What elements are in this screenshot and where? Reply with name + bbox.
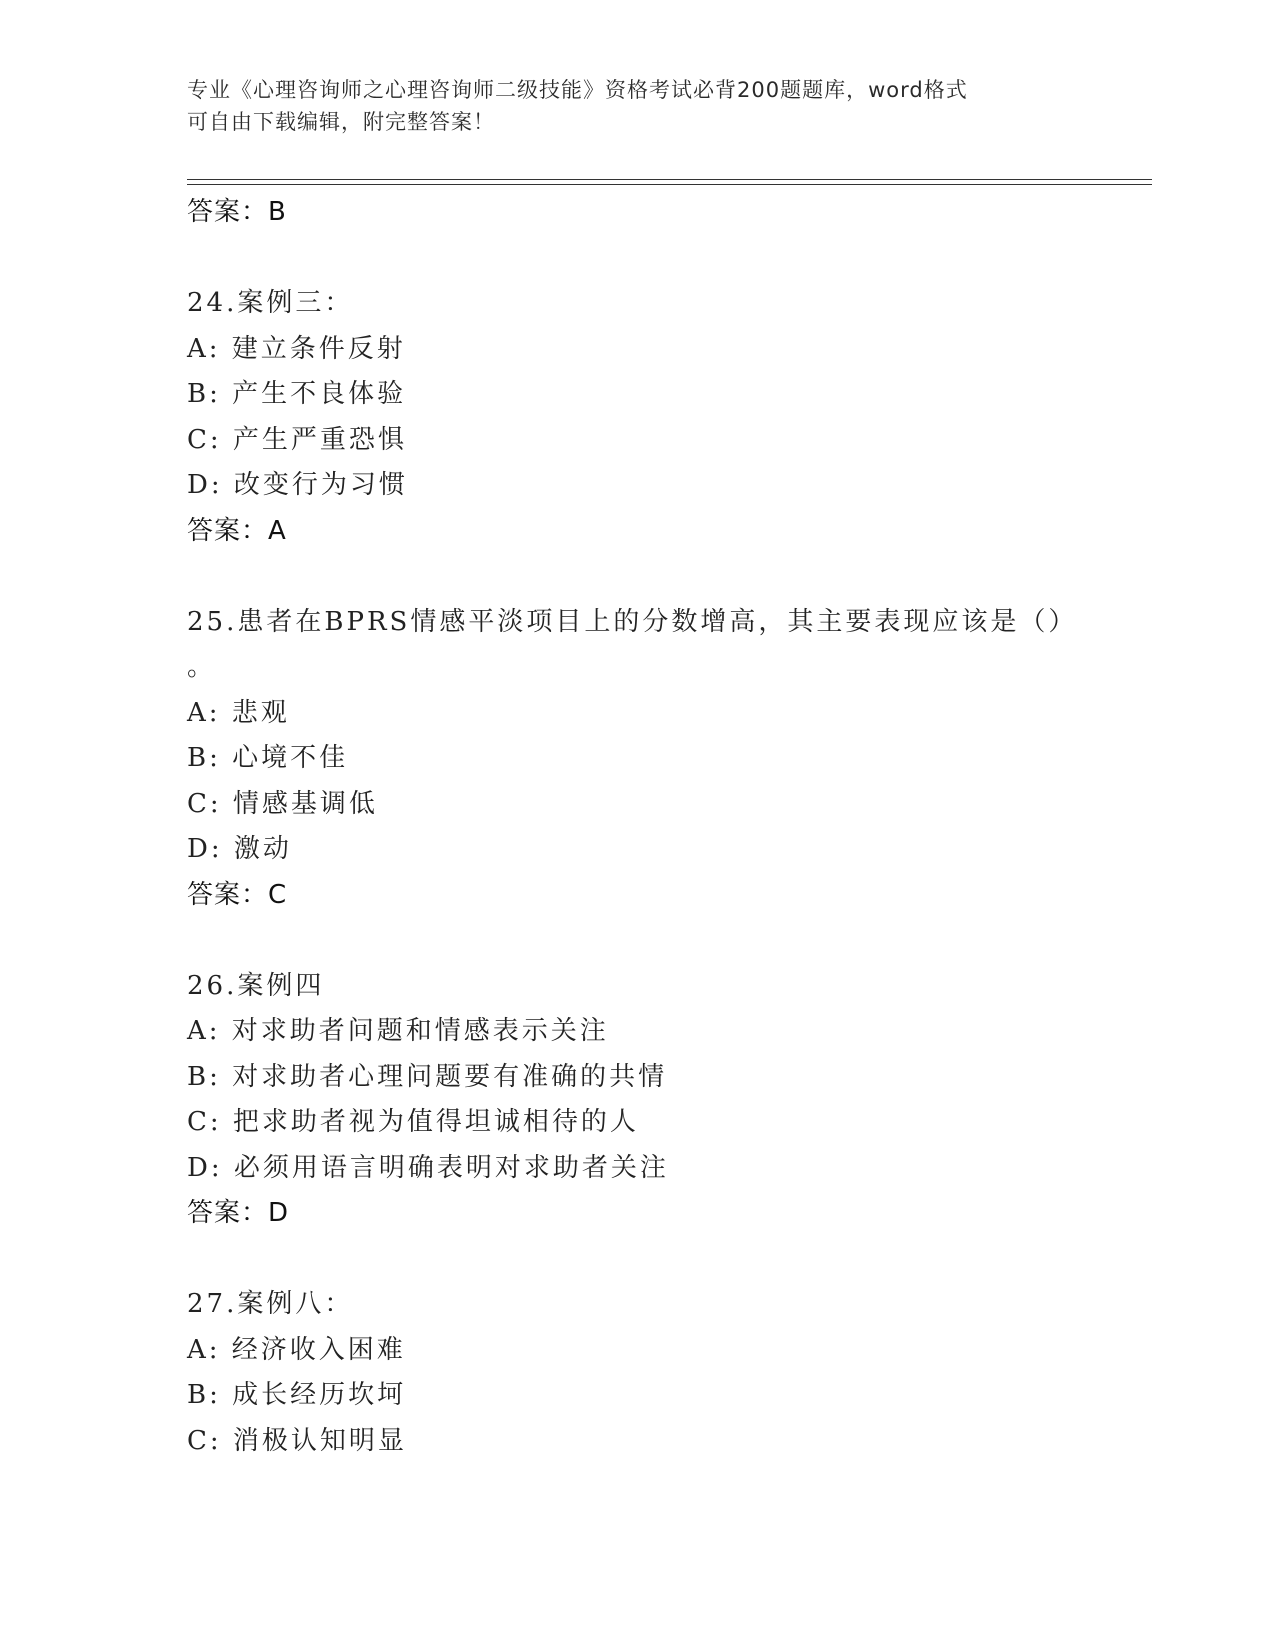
option-a: A: 经济收入困难 (187, 1334, 406, 1365)
option-d: D: 激动 (187, 834, 292, 864)
header-line-1: 专业《心理咨询师之心理咨询师二级技能》资格考试必背200题题库，word格式 (187, 78, 968, 102)
header-divider-bottom (187, 184, 1152, 185)
question-list (187, 190, 1137, 1464)
question-stem: 24.案例三： (187, 288, 354, 318)
answer-line: 答案：C (187, 879, 288, 910)
answer-line: 答案：D (187, 1198, 290, 1228)
answer-line: 答案：A (187, 515, 287, 546)
question-25 (187, 600, 1137, 919)
question-stem: 25.患者在BPRS情感平淡项目上的分数增高，其主要表现应该是（） (187, 606, 1078, 637)
option-b: B: 成长经历坎坷 (187, 1380, 407, 1410)
question-24 (187, 281, 1137, 554)
header-line-2: 可自由下载编辑，附完整答案！ (187, 110, 495, 134)
header-divider-top (187, 179, 1152, 180)
question-stem: 27.案例八： (187, 1289, 354, 1319)
question-26 (187, 964, 1137, 1237)
option-c: C: 情感基调低 (187, 788, 378, 819)
question-stem: 26.案例四 (187, 970, 325, 1001)
option-d: D: 改变行为习惯 (187, 470, 408, 500)
document-header (187, 74, 1087, 138)
option-d: D: 必须用语言明确表明对求助者关注 (187, 1152, 669, 1183)
option-c: C: 把求助者视为值得坦诚相待的人 (187, 1107, 639, 1137)
option-b: B: 产生不良体验 (187, 379, 407, 409)
answer-line: 答案：B (187, 197, 287, 227)
option-b: B: 心境不佳 (187, 743, 349, 773)
option-c: C: 产生严重恐惧 (187, 424, 407, 455)
option-a: A: 对求助者问题和情感表示关注 (187, 1016, 609, 1046)
question-27 (187, 1282, 1137, 1464)
option-b: B: 对求助者心理问题要有准确的共情 (187, 1061, 668, 1092)
option-c: C: 消极认知明显 (187, 1425, 407, 1456)
option-a: A: 建立条件反射 (187, 333, 406, 364)
question-stem-continuation: 。 (187, 652, 217, 682)
option-a: A: 悲观 (187, 697, 290, 728)
